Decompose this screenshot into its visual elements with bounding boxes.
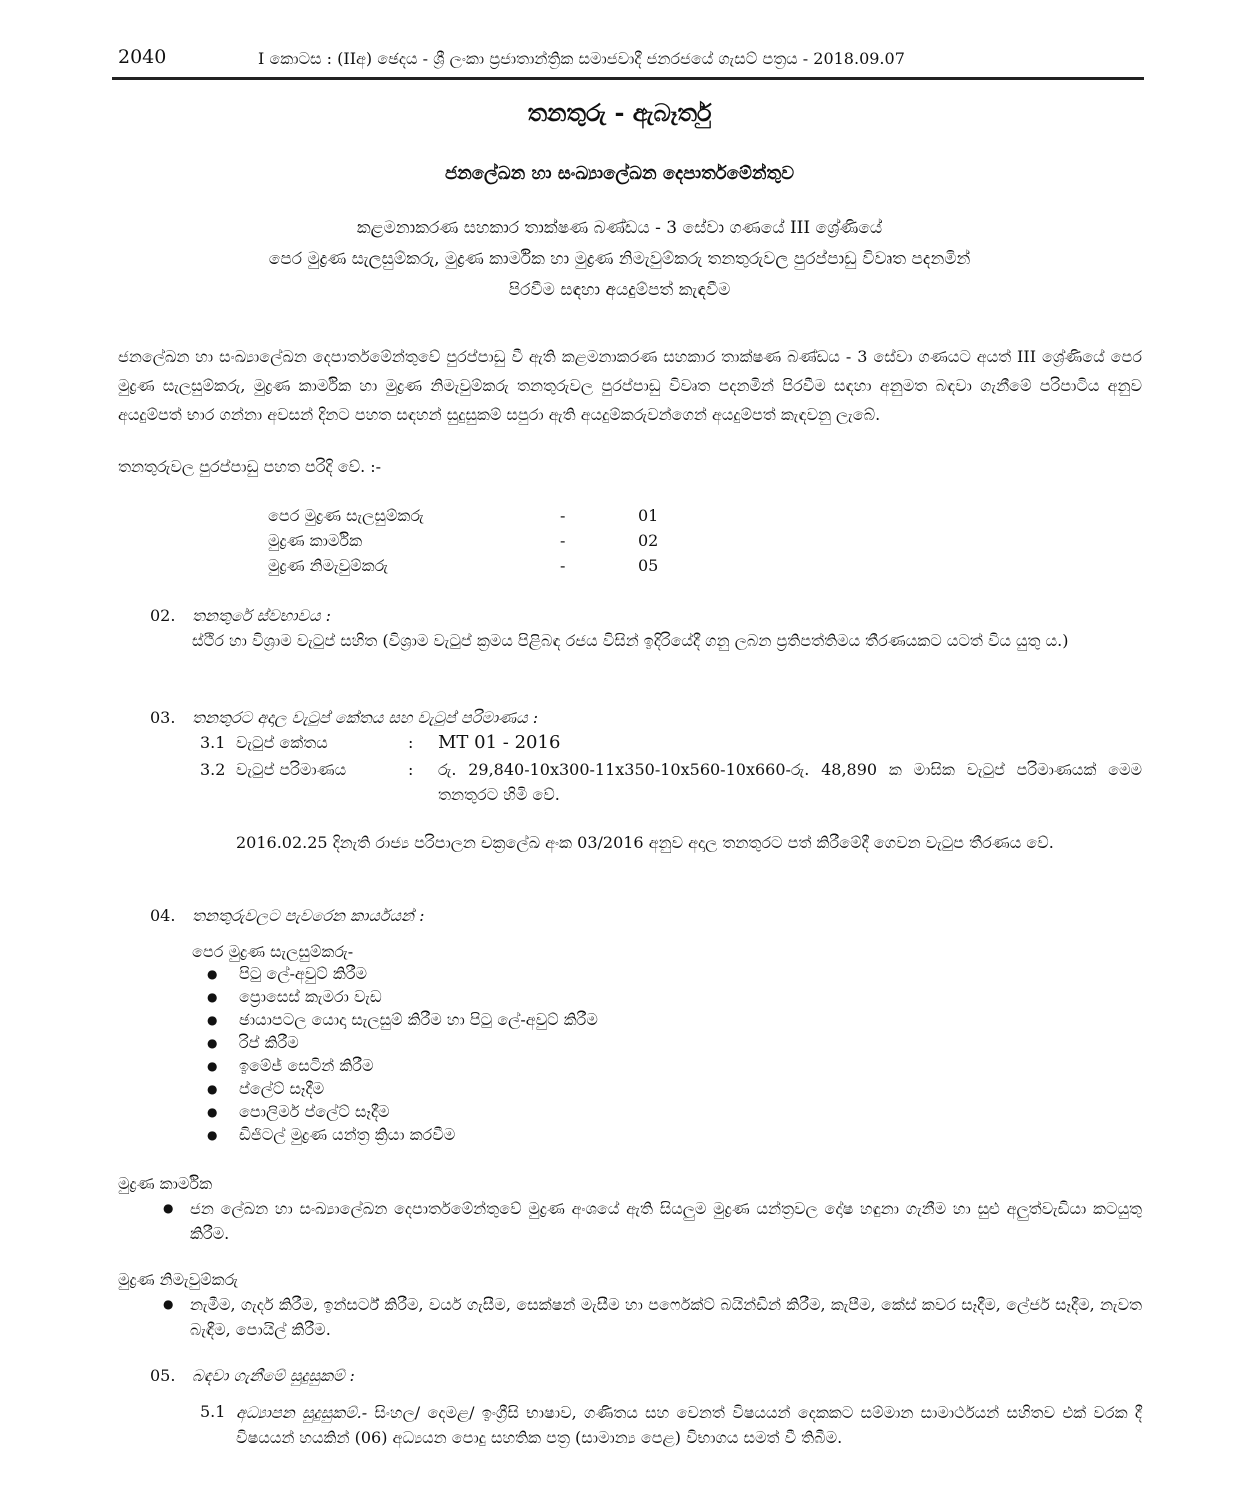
section-number: 02. [150, 606, 176, 625]
item-label: වැටුප් පරිමාණය [236, 760, 347, 779]
finisher-label: මුද්‍රණ නිමැවුම්කරු [118, 1270, 238, 1289]
subsection-title: අධ්‍යාපන සුදුසුකම්.- [236, 1403, 368, 1422]
vacancy-table [268, 503, 658, 578]
list-item: ● පිටු ලේ-අවුට් කිරීම [207, 962, 1107, 985]
finisher-duty [163, 1292, 1142, 1342]
list-item: ● පොලිමර් ප්ලේට් සෑදීම [207, 1100, 1107, 1123]
post-dash: - [560, 531, 566, 550]
post-name: පෙර මුද්‍රණ සැලසුම්කරු [268, 506, 424, 525]
subsection-number: 5.1 [200, 1402, 226, 1421]
list-item: ● රිප් කිරීම [207, 1031, 1107, 1054]
page-number: 2040 [118, 46, 167, 68]
notice-heading [0, 213, 1239, 306]
gazette-header: I කොටස : (IIඅ) ඡෙදය - ශ්‍රී ලංකා ප්‍රජාතාන්ත්‍රික සමාජවාදී ජනරජයේ ගැසට් පත්‍රය - 2018.09.07 [258, 49, 905, 68]
post-count: 01 [638, 506, 659, 525]
salary-scale: රු. 29,840-10x300-11x350-10x560-10x660-රු. 48,890 ක මාසික වැටුප් පරිමාණයක් මෙම තනතුරට හිමි වේ. [438, 760, 1142, 804]
subsection-5-1 [236, 1400, 1142, 1450]
salary-details [200, 730, 1142, 807]
item-label: වැටුප් කේතය [236, 733, 328, 752]
post-count: 02 [638, 531, 659, 550]
section-title: තනතුරුවලට පැවරෙන කාර්යයන් : [192, 906, 425, 925]
section-number: 04. [150, 906, 176, 925]
post-dash: - [560, 506, 566, 525]
item-colon: : [408, 733, 414, 752]
salary-code: MT 01 - 2016 [438, 732, 561, 753]
list-item: ● ප්‍රොසෙස් කැමරා වැඩ [207, 985, 1107, 1008]
heading-line: කළමනාකරණ සහකාර තාක්ෂණ බණ්ඩය - 3 සේවා ගණයේ III ශ්‍රේණියේ [356, 218, 883, 238]
vacancy-row [268, 528, 658, 553]
technician-duty [163, 1196, 1142, 1246]
salary-note: 2016.02.25 දිනැති රාජ්‍ය පරිපාලන චක්‍රලේඛ අංක 03/2016 අනුව අදාල තනතුරට පත් කිරීමේදී ගෙවන වැටුප තීරණය වේ. [236, 833, 1054, 852]
section-number: 05. [150, 1366, 176, 1385]
list-item: ● ඩිජිටල් මුද්‍රණ යන්ත්‍ර ක්‍රියා කරවීම [207, 1123, 1107, 1146]
vacancy-row [268, 553, 658, 578]
item-number: 3.2 [200, 760, 226, 779]
item-number: 3.1 [200, 733, 226, 752]
bullet-icon: ● [163, 1201, 174, 1215]
salary-row [200, 757, 1142, 807]
section-number: 03. [150, 708, 176, 727]
prepress-duties [207, 962, 1107, 1146]
department-name: ජනලේඛන හා සංඛ්‍යාලේඛන දෙපාර්තමේන්තුව [444, 163, 795, 184]
section-title: තනතුරේ ස්වභාවය : [192, 606, 331, 625]
section-02-text: ස්ථිර හා විශ්‍රාම වැටුප් සහිත (විශ්‍රාම වැටුප් ක්‍රමය පිළිබඳ රජය විසින් ඉදිරියේදී ගනු ලබන ප්‍රතිපත්තිමය තීරණයකට යටත් විය යුතු ය.) [192, 631, 1069, 650]
post-name: මුද්‍රණ කාර්මික [268, 531, 363, 550]
prepress-label: පෙර මුද්‍රණ සැලසුම්කරු- [192, 942, 354, 961]
salary-row [200, 730, 1142, 755]
section-title: බඳවා ගැනීමේ සුදුසුකම් : [192, 1366, 355, 1385]
post-count: 05 [638, 556, 659, 575]
technician-text: ජන ලේඛන හා සංඛ්‍යාලේඛන දෙපාර්තමේන්තුවේ මුද්‍රණ අංශයේ ඇති සියලුම මුද්‍රණ යන්ත්‍රවල දෝෂ හඳුනා ගැනීම හා සුළු අලුත්වැඩියා කටයුතු කිරීම. [190, 1199, 1142, 1243]
list-item: ● ඉමේජ් සෙටින් කිරීම [207, 1054, 1107, 1077]
list-item: ● ප්ලේට් සෑදීම [207, 1077, 1107, 1100]
section-title: තනතුරට අදාල වැටුප් කේතය සහ වැටුප් පරිමාණය : [192, 708, 539, 727]
intro-paragraph: ජනලේඛන හා සංඛ්‍යාලේඛන දෙපාර්තමේන්තුවේ පුරප්පාඩු වී ඇති කළමනාකරණ සහකාර තාක්ෂණ බණ්ඩය - 3 සේවා ගණයට අයත් III ශ්‍රේණියේ පෙර මුද්‍රණ සැලසුම්කරු, මුද්‍රණ කාර්මික හා මුද්‍රණ නිමැවුම්කරු තනතුරුවල පුරප්පාඩු විවෘත පදනමින් පිරවීම සඳහා අනුමත බඳවා ගැනීමේ පරිපාටිය අනුව අයදුම්පත් භාර ගන්නා අවසන් දිනට පහත සඳහන් සුදුසුකම් සපුරා ඇති අයදුම්කරුවන්ගෙන් අයදුම්පත් කැඳවනු ලැබේ. [118, 347, 1142, 424]
vacancy-row [268, 503, 658, 528]
technician-label: මුද්‍රණ කාර්මික [118, 1174, 213, 1193]
heading-line: පෙර මුද්‍රණ සැලසුම්කරු, මුද්‍රණ කාර්මික හා මුද්‍රණ නිමැවුම්කරු තනතුරුවල පුරප්පාඩු විවෘත පදනමින් [268, 249, 971, 269]
posts-intro: තනතුරුවල පුරප්පාඩු පහත පරිදි වේ. :- [118, 457, 382, 476]
heading-line: පිරවීම සඳහා අයදුම්පත් කැඳවීම [508, 280, 731, 300]
page-title: තනතුරු - ඇබෑර්තු [527, 98, 712, 127]
list-item: ● ඡායාපටල යොදා සැලසුම් කිරීම හා පිටු ලේ-අවුට් කිරීම [207, 1008, 1107, 1031]
post-name: මුද්‍රණ නිමැවුම්කරු [268, 556, 388, 575]
finisher-text: නැමීම, ගැදර් කිරීම, ඉන්සර්ට් කිරීම, වයර් ගැසීම, සෙක්ෂන් මැසීම හා පර්ෆෙක්ට් බයින්ඩින් කිරීම, කැපීම, කේස් කවර සෑදීම, ලේජර් සෑදීම, නැවත බැඳීම, පොයිල් කිරීම. [190, 1295, 1142, 1339]
subsection-text: සිංහල/ දෙමළ/ ඉංග්‍රීසි භාෂාව, ගණිතය සහ වෙනත් විෂයයන් දෙකකට සම්මාන සාමාර්ථයන් සහිතව එක් වරක දී විෂයයන් හයකින් (06) අධ්‍යයන පොදු සහතික පත්‍ර (සාමාන්‍ය පෙළ) විභාගය සමත් වී තිබීම. [236, 1403, 1142, 1447]
post-dash: - [560, 556, 566, 575]
bullet-icon: ● [163, 1297, 174, 1311]
item-colon: : [408, 760, 414, 779]
header-rule [112, 77, 1144, 80]
